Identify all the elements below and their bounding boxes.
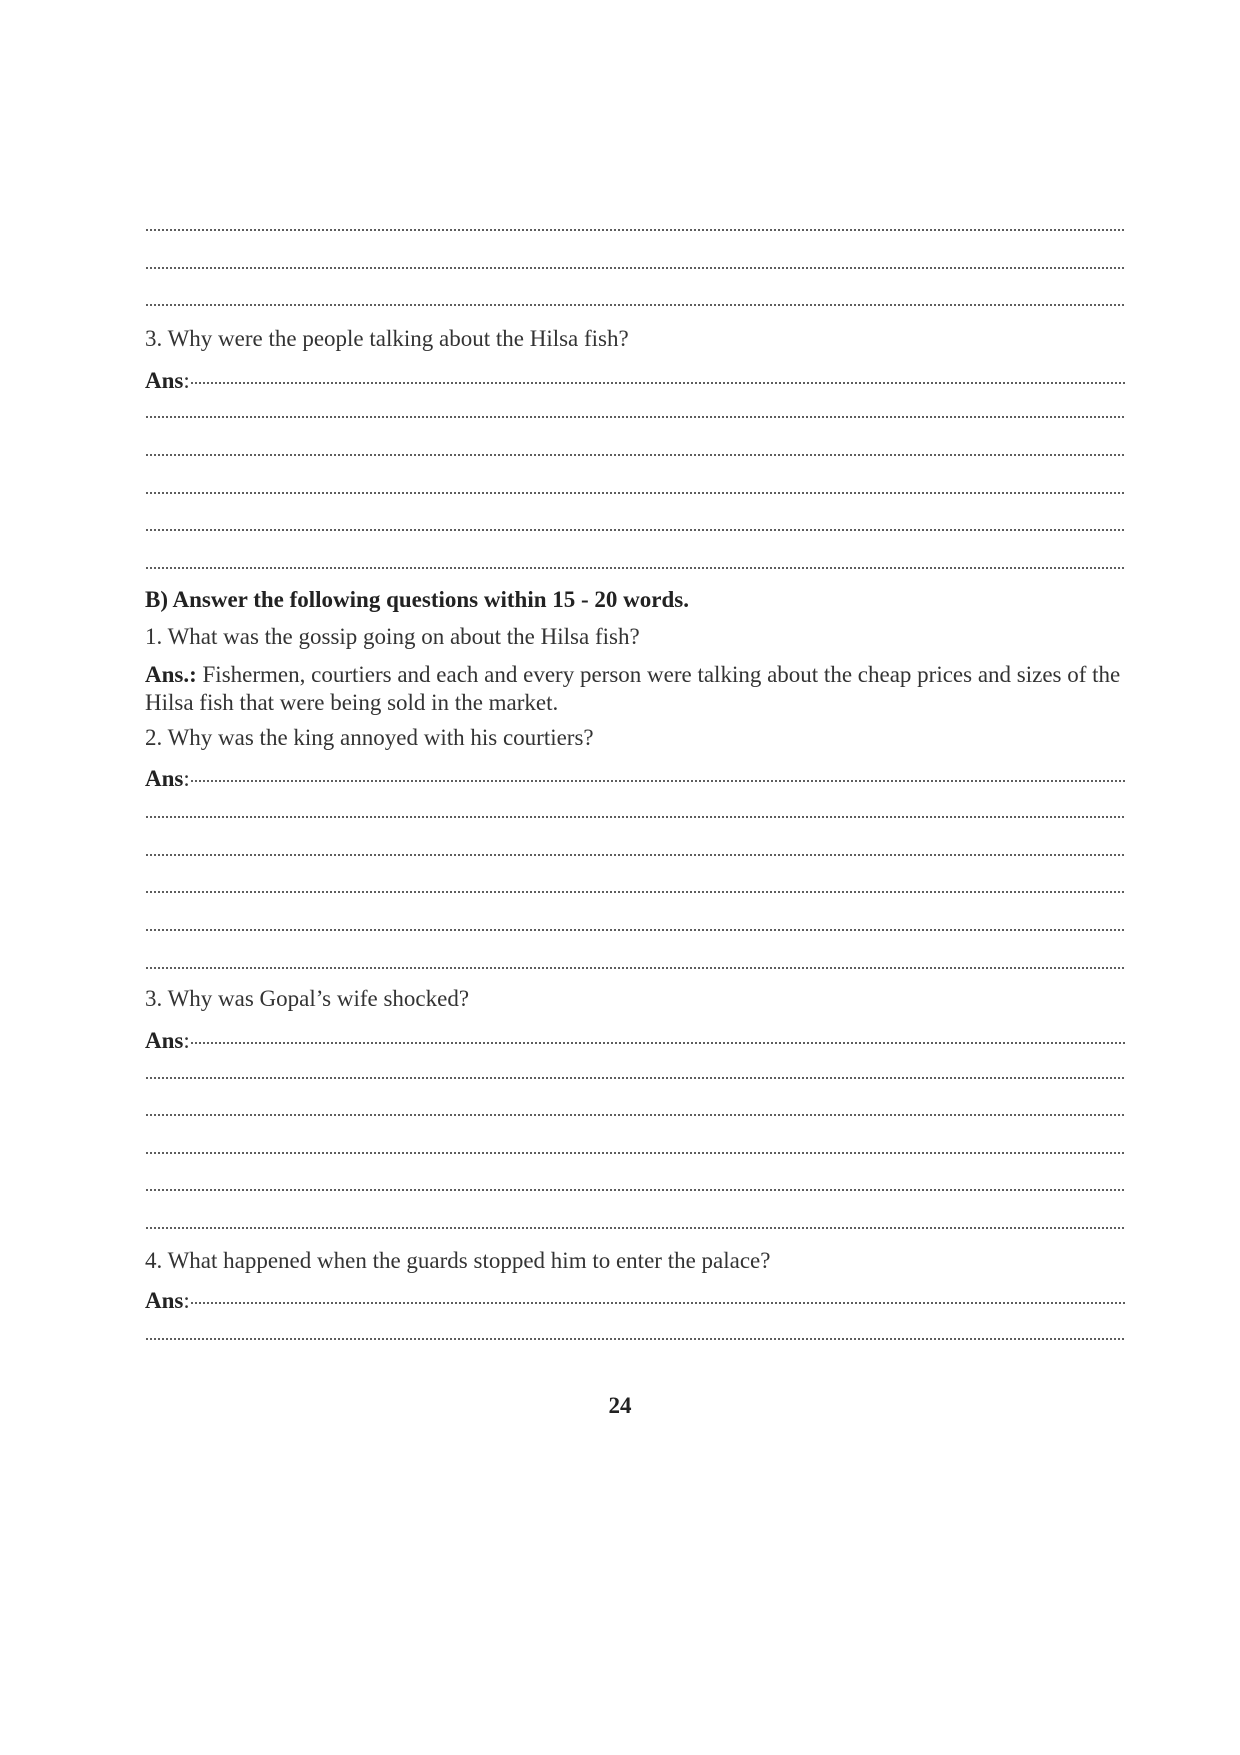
- answer-line[interactable]: [145, 1151, 1125, 1157]
- answer-colon: :: [183, 368, 190, 393]
- answer-line[interactable]: [190, 779, 1125, 785]
- question-b4-text: 4. What happened when the guards stopped him to enter the palace?: [145, 1248, 771, 1273]
- answer-line[interactable]: [190, 1041, 1125, 1047]
- answer-line[interactable]: [145, 415, 1125, 421]
- answer-line[interactable]: [145, 1188, 1125, 1194]
- answer-text: Fishermen, courtiers and each and every person were talking about the cheap prices and sizes of the Hilsa fish that were being sold in the market.: [145, 662, 1121, 715]
- section-b-heading: B) Answer the following questions within 15 - 20 words.: [145, 587, 689, 612]
- answer-line[interactable]: [145, 1076, 1125, 1082]
- answer-line[interactable]: [145, 453, 1125, 459]
- answer-line[interactable]: [145, 890, 1125, 896]
- answer-colon: :: [183, 1288, 190, 1313]
- answer-line[interactable]: [190, 1301, 1125, 1307]
- answer-line[interactable]: [145, 528, 1125, 534]
- question-b2-text: 2. Why was the king annoyed with his courtiers?: [145, 725, 594, 750]
- answer-line[interactable]: [145, 1337, 1125, 1343]
- answer-row[interactable]: [145, 762, 1125, 792]
- answer-line[interactable]: [145, 815, 1125, 821]
- answer-row[interactable]: [145, 1284, 1125, 1314]
- question-b1-text: 1. What was the gossip going on about the Hilsa fish?: [145, 624, 640, 649]
- answer-line[interactable]: [145, 491, 1125, 497]
- answer-line[interactable]: [190, 381, 1125, 387]
- answer-label: Ans: [145, 368, 184, 393]
- answer-label: Ans: [145, 766, 184, 791]
- answer-line[interactable]: [145, 966, 1125, 972]
- answer-line[interactable]: [145, 303, 1125, 309]
- answer-label: Ans.:: [145, 662, 197, 687]
- answer-label: Ans: [145, 1288, 184, 1313]
- answer-row[interactable]: [145, 364, 1125, 394]
- answer-colon: :: [183, 766, 190, 791]
- answer-line[interactable]: [145, 266, 1125, 272]
- question-b3-text: 3. Why was Gopal’s wife shocked?: [145, 986, 470, 1011]
- answer-colon: :: [183, 1028, 190, 1053]
- page-number: 24: [608, 1393, 632, 1418]
- answer-line[interactable]: [145, 1113, 1125, 1119]
- answer-line[interactable]: [145, 1226, 1125, 1232]
- answer-line[interactable]: [145, 853, 1125, 859]
- answer-label: Ans: [145, 1028, 184, 1053]
- question-b1-answer: [145, 661, 1125, 717]
- answer-line[interactable]: [145, 566, 1125, 572]
- answer-line[interactable]: [145, 228, 1125, 234]
- question-3-text: 3. Why were the people talking about the Hilsa fish?: [145, 326, 629, 351]
- answer-line[interactable]: [145, 928, 1125, 934]
- answer-row[interactable]: [145, 1024, 1125, 1054]
